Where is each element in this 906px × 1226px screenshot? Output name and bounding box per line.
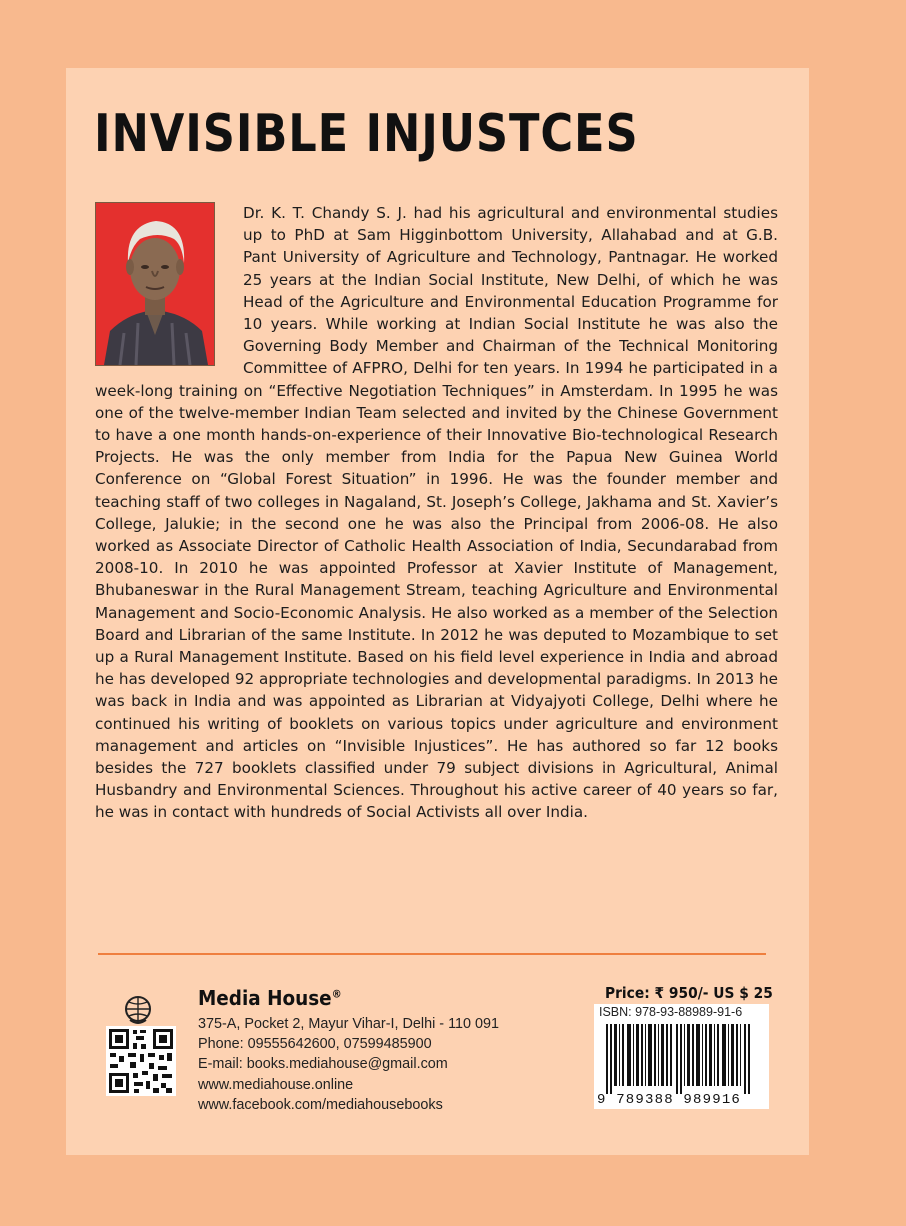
publisher-website: www.mediahouse.online — [198, 1076, 354, 1093]
publisher-block — [198, 986, 499, 1115]
divider-rule — [98, 953, 766, 955]
book-title: INVISIBLE INJUSTCES — [94, 104, 639, 164]
price-label: Price: ₹ 950/- US $ 25 — [605, 984, 773, 1002]
isbn-number: ISBN: 978-93-88989-91-6 — [599, 1005, 743, 1019]
publisher-name — [198, 986, 475, 1010]
back-cover — [66, 68, 809, 1155]
barcode-icon — [594, 1004, 769, 1109]
author-bio-text: Dr. K. T. Chandy S. J. had his agricultural and environmental studies up to PhD at Sam Higginbottom University, Allahabad and at G.B. Pant University of Agriculture and Technology, Pantnagar. He worked 25 years at the Indian Social Institute, New Delhi, of which he was Head of the Agriculture and Environmental Education Programme for 10 years. While working at Indian Social Institute he was also the Governing Body Member and Chairman of the Technical Monitoring Committee of AFPRO, Delhi for ten years. In 1994 he participated in a week-long training on “Effective Negotiation Techniques” in Amsterdam. In 1995 he was one of the twelve-member Indian Team selected and invited by the Chinese Government to have a one month hands-on-experience of their Innovative Bio-technological Research Projects. He was the only member from India for the Papua New Guinea World Conference on “Global Forest Situation” in 1996. He was the founder member and teaching staff of two colleges in Nagaland, St. Joseph’s College, Jakhama and St. Xavier’s College, Jalukie; in the second one he was also the Principal from 2006-08. He also worked as Associate Director of Catholic Health Association of India, Secundarabad from 2008-10. In 2010 he was appointed Professor at Xavier Institute of Management, Bhubaneswar in the Rural Management Stream, teaching Agriculture and Environmental Management and Socio-Economic Analysis. He also worked as a member of the Selection Board and Librarian of the same Institute. In 2012 he was deputed to Mozambique to set up a Rural Management Institute. Based on his field level experience in India and abroad he has developed 92 appropriate technologies and developmental paradigms. In 2013 he was back in India and was appointed as Librarian at Vidyajyoti College, Delhi where he continued his writing of booklets on various topics under agriculture and environment management and articles on “Invisible Injustices”. He has authored so far 12 books besides the 727 booklets classified under 79 subject divisions in Agricultural, Animal Husbandry and Environmental Sciences. Throughout his active career of 40 years so far, he was in contact with hundreds of Social Activists all over India. — [95, 204, 778, 822]
publisher-name-text: Media House — [198, 986, 332, 1010]
publisher-email: E-mail: books.mediahouse@gmail.com — [198, 1056, 448, 1073]
barcode-digits: 9 789388 989916 — [597, 1092, 742, 1108]
publisher-address: 375-A, Pocket 2, Mayur Vihar-I, Delhi - 110 091 — [198, 1016, 500, 1032]
qr-code-icon — [106, 1026, 176, 1096]
publisher-phone: Phone: 09555642600, 07599485900 — [198, 1036, 432, 1053]
publisher-facebook: www.facebook.com/mediahousebooks — [198, 1096, 443, 1113]
author-photo — [95, 202, 215, 366]
registered-mark: ® — [331, 987, 342, 1001]
